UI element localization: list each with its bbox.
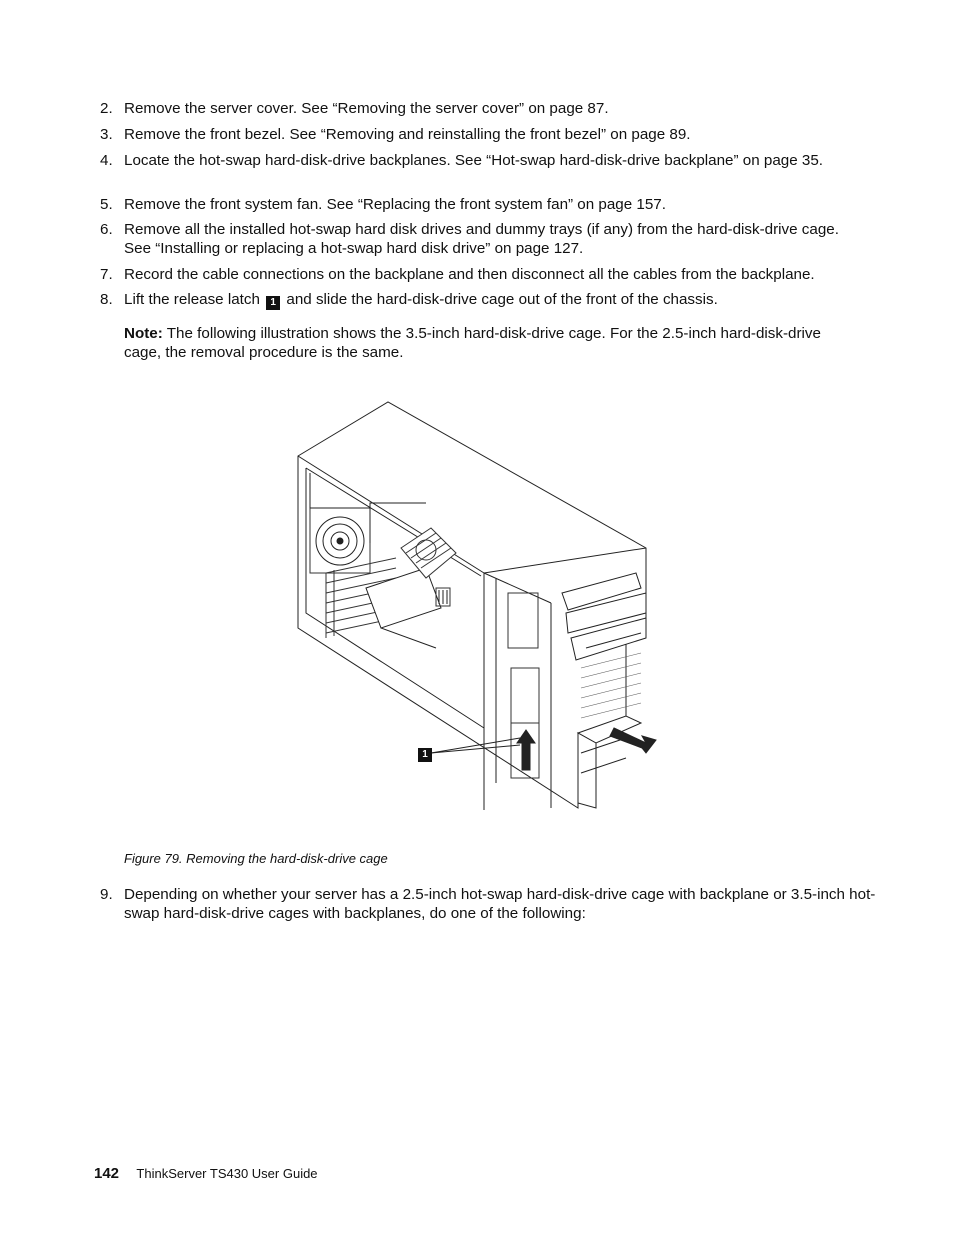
note xyxy=(124,325,854,362)
document-title: ThinkServer TS430 User Guide xyxy=(136,1166,318,1181)
step-8 xyxy=(100,291,718,310)
step-number: 4. xyxy=(100,152,113,169)
note-text: The following illustration shows the 3.5-inch hard-disk-drive cage. For the 2.5-inch hard-disk-drive cage, the removal procedure is the same. xyxy=(124,325,821,361)
step-7 xyxy=(100,266,815,285)
step-text: Record the cable connections on the backplane and then disconnect all the cables from the backplane. xyxy=(124,266,815,283)
step-text: Remove all the installed hot-swap hard disk drives and dummy trays (if any) from the hard-disk-drive cage. See “Installing or replacing a hot-swap hard disk drive” on page 127. xyxy=(124,221,839,257)
hard-disk-drive-cage-illustration xyxy=(296,398,662,812)
step-text: Depending on whether your server has a 2.5-inch hot-swap hard-disk-drive cage with backplane or 3.5-inch hot-swap hard-disk-drive cages with backplanes, do one of the following: xyxy=(124,886,876,922)
step-number: 5. xyxy=(100,196,113,213)
callout-badge: 1 xyxy=(266,296,280,310)
step-6 xyxy=(100,221,860,258)
step-text: Remove the server cover. See “Removing the server cover” on page 87. xyxy=(124,100,609,117)
page-footer xyxy=(94,1165,318,1182)
step-number: 8. xyxy=(100,291,113,308)
step-text-before: Lift the release latch xyxy=(124,291,260,308)
step-text: Remove the front system fan. See “Replacing the front system fan” on page 157. xyxy=(124,196,666,213)
step-4 xyxy=(100,152,823,171)
step-number: 6. xyxy=(100,221,113,238)
step-number: 9. xyxy=(100,886,113,903)
step-text: Locate the hot-swap hard-disk-drive backplanes. See “Hot-swap hard-disk-drive backplane” on page 35. xyxy=(124,152,824,169)
step-2 xyxy=(100,100,609,119)
note-label: Note: xyxy=(124,325,163,342)
step-number: 7. xyxy=(100,266,113,283)
page-number: 142 xyxy=(94,1165,120,1182)
step-9 xyxy=(100,886,884,923)
figure-caption: Figure 79. Removing the hard-disk-drive cage xyxy=(124,851,388,866)
step-3 xyxy=(100,126,691,145)
step-number: 2. xyxy=(100,100,113,117)
figure-callout-1: 1 xyxy=(418,748,432,762)
step-text-after: and slide the hard-disk-drive cage out of the front of the chassis. xyxy=(286,291,718,308)
step-text: Remove the front bezel. See “Removing and reinstalling the front bezel” on page 89. xyxy=(124,126,691,143)
step-5 xyxy=(100,196,666,215)
step-number: 3. xyxy=(100,126,113,143)
